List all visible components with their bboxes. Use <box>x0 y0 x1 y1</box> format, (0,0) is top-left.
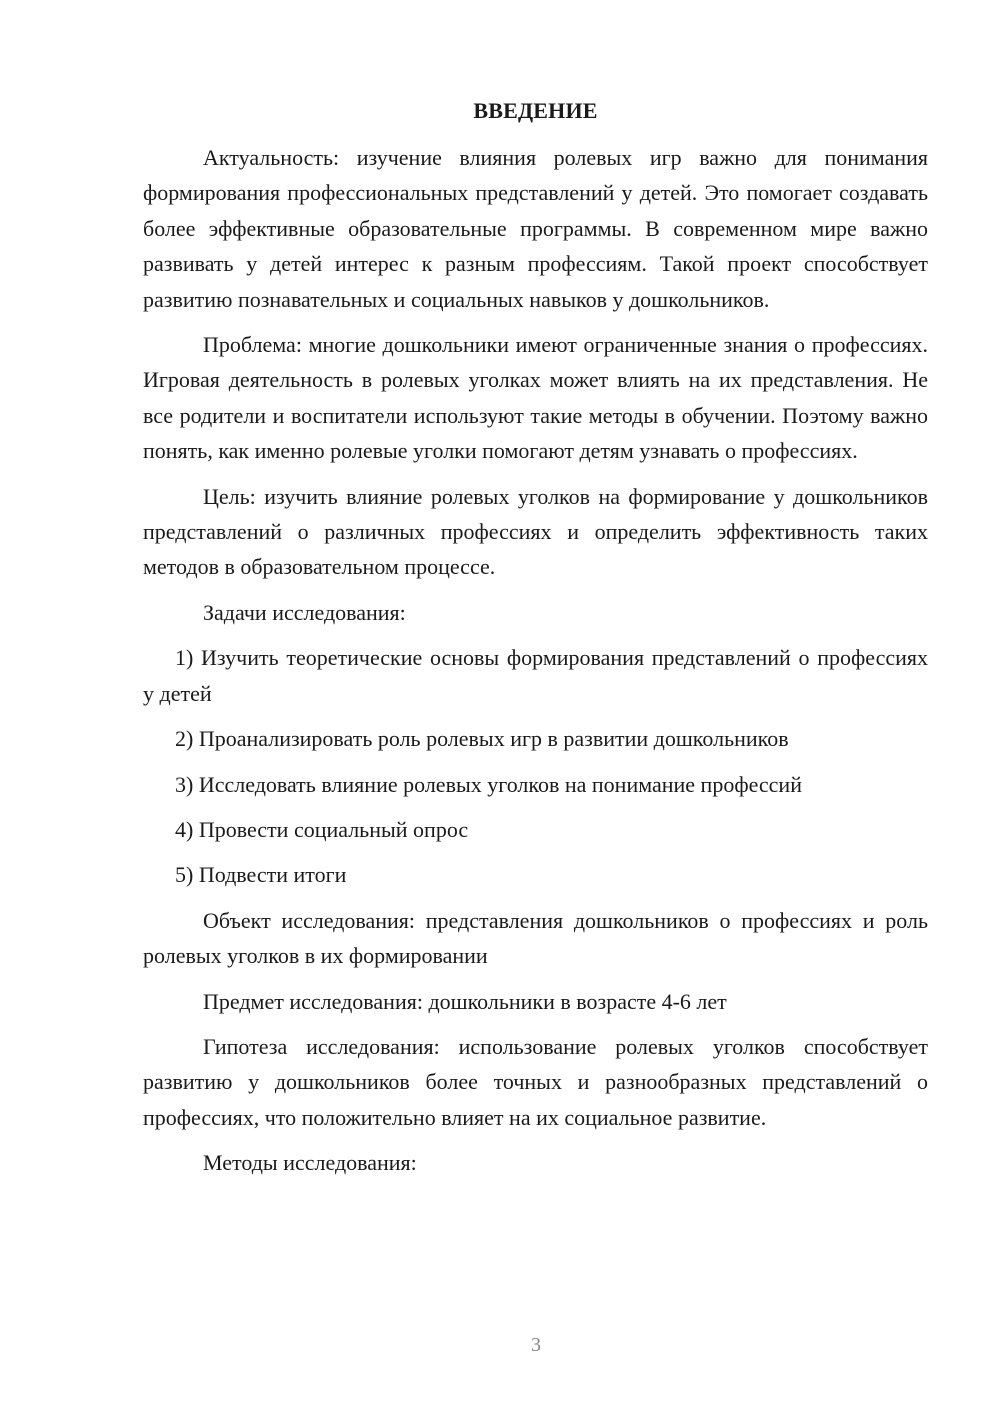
paragraph-hypothesis: Гипотеза исследования: использование ролевых уголков способствует развитию у дошкольников более точных и разнообразных представлений о профессиях, что положительно влияет на их социальное развитие. <box>143 1033 928 1130</box>
paragraph-goal: Цель: изучить влияние ролевых уголков на формирование у дошкольников представлений о различных профессиях и определить эффективность таких методов в образовательном процессе. <box>143 483 928 580</box>
paragraph-subject: Предмет исследования: дошкольники в возрасте 4-6 лет <box>203 988 727 1014</box>
task-item-1: 1) Изучить теоретические основы формирования представлений о профессиях у детей <box>143 645 928 706</box>
document-page <box>143 93 928 1191</box>
paragraph-relevance: Актуальность: изучение влияния ролевых игр важно для понимания формирования профессиональных представлений у детей. Это помогает создавать более эффективные образовательные программы. В современном мире важно развивать у детей интерес к разным профессиям. Такой проект способствует развитию познавательных и социальных навыков у дошкольников. <box>143 145 928 312</box>
page-title: ВВЕДЕНИЕ <box>473 98 598 123</box>
tasks-heading: Задачи исследования: <box>203 599 406 625</box>
task-item-4: 4) Провести социальный опрос <box>175 816 469 842</box>
task-item-5: 5) Подвести итоги <box>175 862 347 888</box>
task-item-3: 3) Исследовать влияние ролевых уголков на понимание профессий <box>175 771 802 797</box>
paragraph-object: Объект исследования: представления дошкольников о профессиях и роль ролевых уголков в их формировании <box>143 907 928 969</box>
methods-heading: Методы исследования: <box>203 1150 417 1176</box>
task-item-2: 2) Проанализировать роль ролевых игр в развитии дошкольников <box>175 726 789 752</box>
paragraph-problem: Проблема: многие дошкольники имеют ограниченные знания о профессиях. Игровая деятельность в ролевых уголках может влиять на их представления. Не все родители и воспитатели используют такие методы в обучении. Поэтому важно понять, как именно ролевые уголки помогают детям узнавать о профессиях. <box>143 332 928 464</box>
page-number: 3 <box>531 1334 541 1356</box>
